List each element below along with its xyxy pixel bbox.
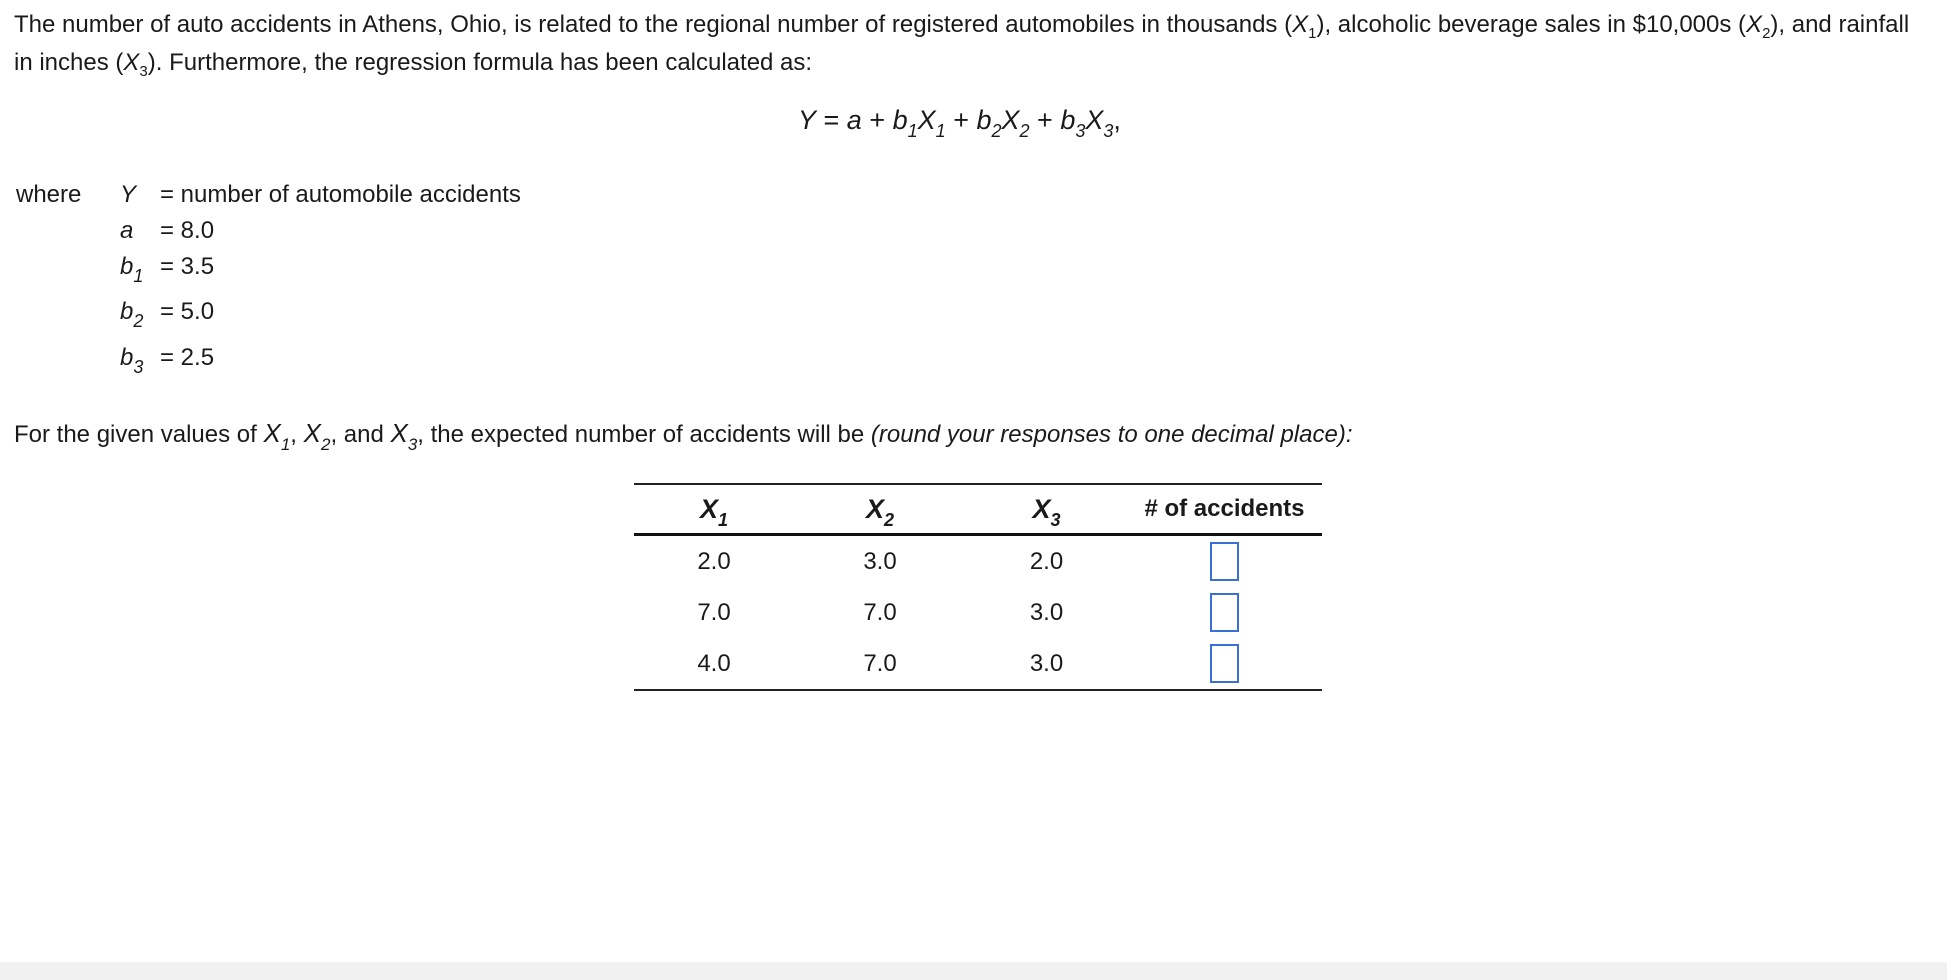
intro-text-1: The number of auto accidents in Athens, Ohio, is related to the regional number of registered automobiles in thousands ( bbox=[14, 11, 1293, 38]
formula-x1: X bbox=[917, 105, 936, 135]
formula-x3: X bbox=[1085, 105, 1104, 135]
cell-x1: 2.0 bbox=[697, 547, 731, 575]
formula-equals: = bbox=[816, 105, 847, 135]
cell-x3: 3.0 bbox=[1029, 598, 1064, 626]
intro-text-3: ), and rainfall in inches ( bbox=[14, 11, 1910, 76]
prompt-x2-sub: 2 bbox=[320, 435, 331, 454]
cell-answer bbox=[1127, 535, 1322, 588]
formula-plus-3: + bbox=[1029, 105, 1061, 135]
def-symbol: b bbox=[120, 344, 134, 371]
formula-a: a bbox=[846, 105, 862, 135]
formula-b2: b bbox=[976, 105, 992, 135]
table-row bbox=[634, 587, 1322, 638]
prompt-text-1: For the given values of bbox=[14, 421, 264, 448]
var-x1: X bbox=[1292, 11, 1309, 38]
cell-x2: 3.0 bbox=[863, 547, 897, 575]
prompt-x3: X bbox=[390, 418, 408, 448]
table-row bbox=[634, 638, 1322, 690]
answer-input-row-1[interactable] bbox=[1210, 542, 1239, 581]
formula-x1-sub: 1 bbox=[935, 121, 946, 141]
prompt-x3-sub: 3 bbox=[407, 435, 418, 454]
prompt-x2: X bbox=[303, 418, 321, 448]
formula-plus-1: + bbox=[861, 105, 893, 135]
cell-answer bbox=[1127, 638, 1322, 690]
prompt-text-2: , the expected number of accidents will be bbox=[417, 421, 871, 448]
formula-x3-sub: 3 bbox=[1103, 121, 1114, 141]
formula-comma: , bbox=[1113, 105, 1121, 135]
prompt-instruction: (round your responses to one decimal place): bbox=[870, 421, 1353, 448]
formula-x2-sub: 2 bbox=[1019, 121, 1030, 141]
cell-x2: 7.0 bbox=[863, 598, 897, 626]
prompt-comma: , bbox=[290, 421, 304, 448]
var-x2: X bbox=[1746, 11, 1763, 38]
var-x2-sub: 2 bbox=[1762, 25, 1771, 42]
formula-b1: b bbox=[892, 105, 908, 135]
where-label: where bbox=[16, 181, 82, 208]
cell-x3: 2.0 bbox=[1029, 547, 1064, 575]
var-x1-sub: 1 bbox=[1308, 25, 1317, 42]
table-row bbox=[634, 535, 1322, 588]
var-x3: X bbox=[123, 49, 140, 76]
formula-b1-sub: 1 bbox=[907, 121, 918, 141]
header-x1: $X_1$ bbox=[634, 484, 794, 535]
footer-bar bbox=[0, 962, 1947, 980]
prompt-and: , and bbox=[330, 421, 391, 448]
def-symbol: Y bbox=[120, 181, 137, 208]
formula-x2: X bbox=[1001, 105, 1020, 135]
cell-x1: 4.0 bbox=[634, 638, 794, 690]
def-symbol: b bbox=[120, 253, 134, 280]
question-prompt bbox=[14, 418, 1353, 454]
def-text: = 5.0 bbox=[160, 298, 215, 325]
def-sub: 3 bbox=[133, 357, 144, 377]
formula-plus-2: + bbox=[945, 105, 977, 135]
problem-intro bbox=[14, 6, 1929, 82]
formula-b2-sub: 2 bbox=[991, 121, 1002, 141]
cell-x3: 3.0 bbox=[966, 638, 1127, 690]
def-symbol: b bbox=[120, 298, 134, 325]
def-text: = 3.5 bbox=[160, 253, 215, 280]
var-x3-sub: 3 bbox=[139, 63, 148, 80]
regression-formula bbox=[798, 105, 1121, 141]
answer-input-row-3[interactable] bbox=[1210, 644, 1239, 683]
cell-x2: 7.0 bbox=[794, 638, 966, 690]
def-text: = 2.5 bbox=[160, 344, 215, 371]
cell-x1: 7.0 bbox=[697, 598, 731, 626]
header-x2: $X_2$ bbox=[794, 484, 966, 535]
formula-y: Y bbox=[798, 105, 817, 135]
accidents-table bbox=[634, 483, 1322, 691]
cell-answer bbox=[1127, 587, 1322, 638]
def-sub: 2 bbox=[133, 311, 144, 331]
prompt-x1: X bbox=[263, 418, 281, 448]
def-sub: 1 bbox=[133, 266, 144, 286]
intro-text-4: ). Furthermore, the regression formula has been calculated as: bbox=[147, 49, 813, 76]
formula-b3: b bbox=[1060, 105, 1076, 135]
formula-b3-sub: 3 bbox=[1075, 121, 1086, 141]
def-symbol: a bbox=[120, 217, 134, 244]
def-text: = 8.0 bbox=[160, 217, 215, 244]
prompt-x1-sub: 1 bbox=[280, 435, 291, 454]
answer-input-row-2[interactable] bbox=[1210, 593, 1239, 632]
table-header-row bbox=[634, 484, 1322, 535]
header-x3: $X_3$ bbox=[966, 484, 1127, 535]
def-text: = number of automobile accidents bbox=[160, 181, 521, 208]
header-accidents: # of accidents bbox=[1127, 484, 1322, 535]
intro-text-2: ), alcoholic beverage sales in $10,000s ( bbox=[1316, 11, 1747, 38]
